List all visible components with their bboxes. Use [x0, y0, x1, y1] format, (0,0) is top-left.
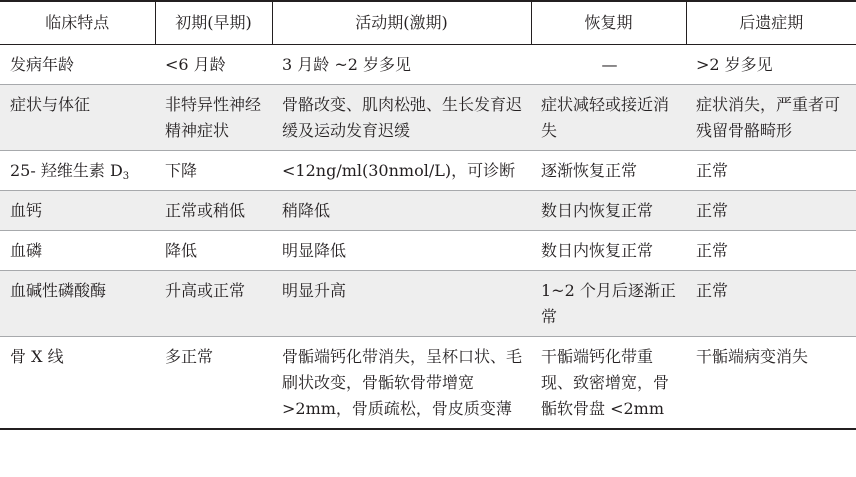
- cell-active: 明显升高: [272, 271, 531, 337]
- cell-recovery: 症状减轻或接近消失: [531, 85, 686, 151]
- table-header: [0, 1, 856, 45]
- cell-sequela: 正常: [686, 151, 856, 191]
- table-row: [0, 85, 856, 151]
- cell-recovery: 1~2 个月后逐渐正常: [531, 271, 686, 337]
- cell-active: 3 月龄 ~2 岁多见: [272, 45, 531, 85]
- table-body: [0, 45, 856, 430]
- cell-active: 稍降低: [272, 191, 531, 231]
- cell-recovery: 数日内恢复正常: [531, 231, 686, 271]
- feature-subscript: 3: [122, 171, 130, 182]
- table-row: [0, 231, 856, 271]
- cell-feature: 血碱性磷酸酶: [0, 271, 155, 337]
- table-row: [0, 45, 856, 85]
- header-active-stage: 活动期(激期): [272, 1, 531, 45]
- cell-feature: [0, 151, 155, 191]
- header-early-stage: 初期(早期): [155, 1, 272, 45]
- cell-sequela: 正常: [686, 231, 856, 271]
- table-row: [0, 191, 856, 231]
- header-sequela-stage: 后遗症期: [686, 1, 856, 45]
- cell-early: 正常或稍低: [155, 191, 272, 231]
- header-row: [0, 1, 856, 45]
- cell-feature: 血钙: [0, 191, 155, 231]
- cell-active: 骨骼改变、肌肉松弛、生长发育迟缓及运动发育迟缓: [272, 85, 531, 151]
- table-row: [0, 271, 856, 337]
- cell-early: 非特异性神经精神症状: [155, 85, 272, 151]
- header-recovery-stage: 恢复期: [531, 1, 686, 45]
- table-row: [0, 337, 856, 430]
- cell-recovery: 干骺端钙化带重现、致密增宽，骨骺软骨盘 <2mm: [531, 337, 686, 430]
- cell-active: <12ng/ml(30nmol/L)，可诊断: [272, 151, 531, 191]
- cell-active: 骨骺端钙化带消失，呈杯口状、毛刷状改变，骨骺软骨带增宽 >2mm，骨质疏松，骨皮质变薄: [272, 337, 531, 430]
- cell-feature: 症状与体征: [0, 85, 155, 151]
- cell-early: 下降: [155, 151, 272, 191]
- table-row: [0, 151, 856, 191]
- cell-recovery: 逐渐恢复正常: [531, 151, 686, 191]
- cell-active: 明显降低: [272, 231, 531, 271]
- cell-early: <6 月龄: [155, 45, 272, 85]
- cell-sequela: 正常: [686, 191, 856, 231]
- cell-early: 升高或正常: [155, 271, 272, 337]
- cell-feature: 发病年龄: [0, 45, 155, 85]
- cell-recovery: —: [531, 45, 686, 85]
- cell-sequela: >2 岁多见: [686, 45, 856, 85]
- feature-text: 25- 羟维生素 D: [10, 161, 123, 180]
- cell-sequela: 症状消失，严重者可残留骨骼畸形: [686, 85, 856, 151]
- header-clinical-feature: 临床特点: [0, 1, 155, 45]
- cell-feature: 骨 X 线: [0, 337, 155, 430]
- cell-sequela: 干骺端病变消失: [686, 337, 856, 430]
- cell-early: 多正常: [155, 337, 272, 430]
- cell-sequela: 正常: [686, 271, 856, 337]
- cell-recovery: 数日内恢复正常: [531, 191, 686, 231]
- cell-early: 降低: [155, 231, 272, 271]
- cell-feature: 血磷: [0, 231, 155, 271]
